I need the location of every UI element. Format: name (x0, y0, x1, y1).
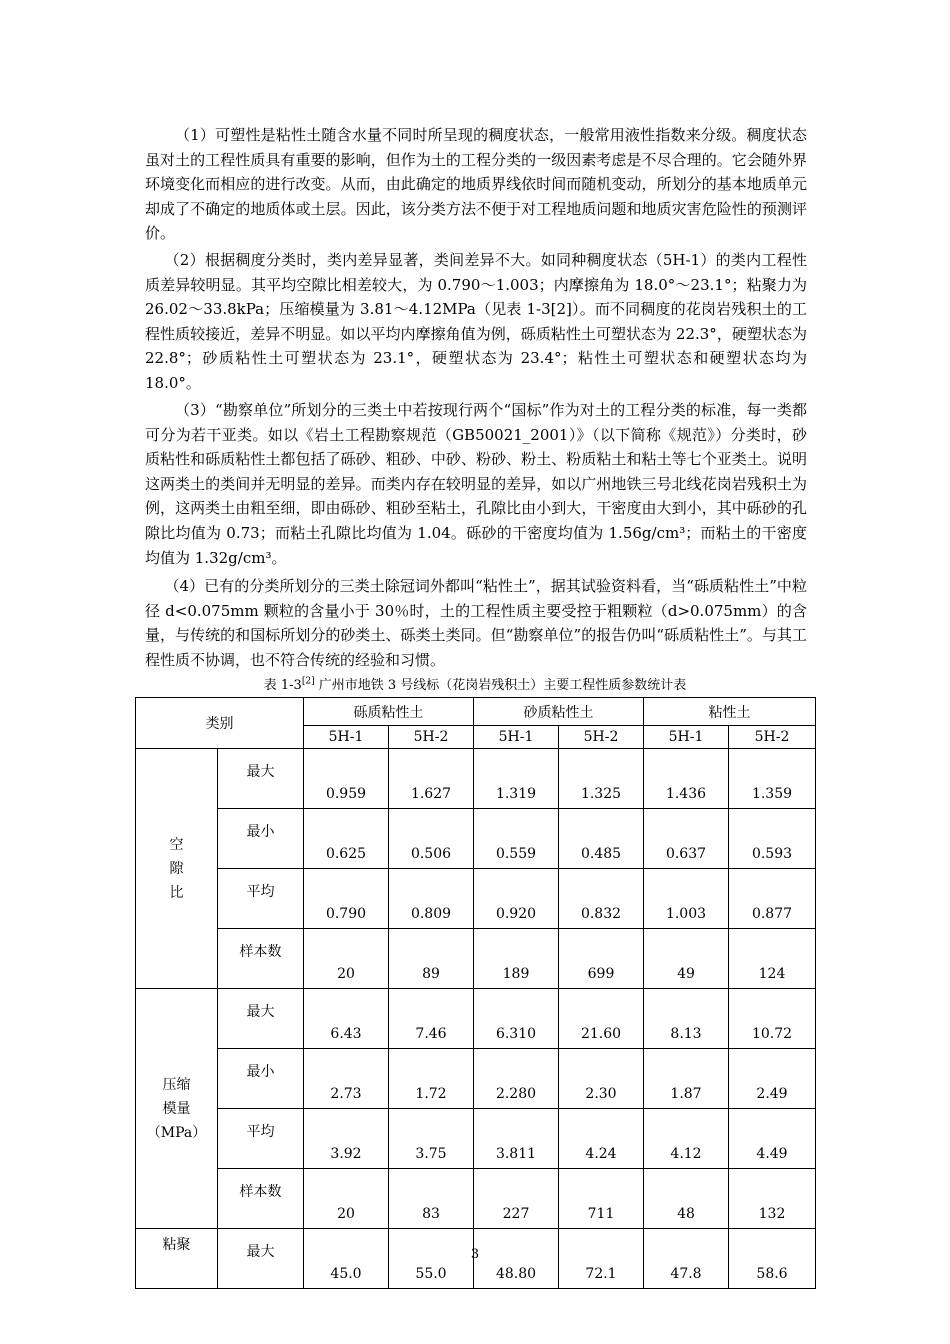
table-cell: 0.959 (304, 749, 389, 809)
table-row (136, 1109, 816, 1169)
paragraph-3: （3）“勘察单位”所划分的三类土中若按现行两个“国标”作为对土的工程分类的标准，每一类都可分为若干亚类。如以《岩土工程勘察规范（GB50021_2001）》（以下简称《规范》）分类时，砂质粘性和砾质粘性土都包括了砾砂、粗砂、中砂、粉砂、粉土、粉质粘土和粘土等七个亚类土。说明这两类土的类间并无明显的差异。而类内存在较明显的差异，如以广州地铁三号北线花岗岩残积土为例，这两类土由粗至细，即由砾砂、粗砂至粘土，孔隙比由小到大，干密度由大到小，其中砾砂的孔隙比均值为 0.73；而粘土孔隙比均值为 1.04。砾砂的干密度均值为 1.56g/cm³；而粘土的干密度均值为 1.32g/cm³。 (145, 401, 807, 567)
table-cell: 0.809 (389, 869, 474, 929)
paragraph-4: （4）已有的分类所划分的三类土除冠词外都叫“粘性土”，据其试验资料看，当“砾质粘性土”中粒径 d<0.075mm 颗粒的含量小于 30％时，土的工程性质主要受控于粗颗粒（d>0.075mm）的含量，与传统的和国标所划分的砂类土、砾类土类同。但“勘察单位”的报告仍叫“砾质粘性土”。与其工程性质不协调，也不符合传统的经验和习惯。 (145, 577, 807, 669)
caption-text: 广州市地铁 3 号线标（花岗岩残积土）主要工程性质参数统计表 (314, 678, 687, 693)
table-cell: 72.1 (559, 1229, 644, 1289)
row-label: 平均 (218, 1109, 304, 1169)
row-label: 样本数 (218, 1169, 304, 1229)
table-cell: 132 (729, 1169, 816, 1229)
row-label: 最大 (218, 1229, 304, 1289)
state-subheader: 5H-1 (474, 726, 559, 749)
table-cell: 7.46 (389, 989, 474, 1049)
table-cell: 0.625 (304, 809, 389, 869)
table-row (136, 749, 816, 809)
row-label: 样本数 (218, 929, 304, 989)
table-row (136, 1169, 816, 1229)
table-cell: 0.790 (304, 869, 389, 929)
table-cell: 4.24 (559, 1109, 644, 1169)
table-cell: 1.325 (559, 749, 644, 809)
table-cell: 4.49 (729, 1109, 816, 1169)
table-cell: 0.832 (559, 869, 644, 929)
table-cell: 711 (559, 1169, 644, 1229)
table-cell: 0.559 (474, 809, 559, 869)
table-cell: 48 (644, 1169, 729, 1229)
table-cell: 124 (729, 929, 816, 989)
table-cell: 58.6 (729, 1229, 816, 1289)
table-cell: 0.877 (729, 869, 816, 929)
group-label: 空 隙 比 (136, 749, 218, 989)
table-row (136, 809, 816, 869)
table-cell: 1.87 (644, 1049, 729, 1109)
table-cell: 2.49 (729, 1049, 816, 1109)
table-header-row (136, 698, 816, 726)
table-cell: 0.506 (389, 809, 474, 869)
table-cell: 48.80 (474, 1229, 559, 1289)
state-subheader: 5H-1 (304, 726, 389, 749)
state-subheader: 5H-2 (389, 726, 474, 749)
statistics-table (135, 697, 816, 1289)
table-cell: 55.0 (389, 1229, 474, 1289)
table-row (136, 989, 816, 1049)
table-cell: 10.72 (729, 989, 816, 1049)
table-row (136, 1049, 816, 1109)
table-cell: 2.73 (304, 1049, 389, 1109)
table-cell: 20 (304, 929, 389, 989)
state-subheader: 5H-2 (729, 726, 816, 749)
table-cell: 1.436 (644, 749, 729, 809)
table-caption (0, 674, 950, 693)
table-cell: 3.75 (389, 1109, 474, 1169)
paragraph-2: （2）根据稠度分类时，类内差异显著，类间差异不大。如同种稠度状态（5H-1）的类内工程性质差异较明显。其平均空隙比相差较大，为 0.790～1.003；内摩擦角为 18.0°～23.1°；粘聚力为 26.02～33.8kPa；压缩模量为 3.81～4.12MPa（见表 1-3[2]）。而不同稠度的花岗岩残积土的工程性质较接近，差异不明显。如以平均内摩擦角值为例，砾质粘性土可塑状态为 22.3°，硬塑状态为 22.8°；砂质粘性土可塑状态为 23.1°，硬塑状态为 23.4°；粘性土可塑状态和硬塑状态均为 18.0°。 (145, 251, 807, 392)
table-cell: 6.43 (304, 989, 389, 1049)
table-cell: 45.0 (304, 1229, 389, 1289)
state-subheader: 5H-2 (559, 726, 644, 749)
table-cell: 3.811 (474, 1109, 559, 1169)
table-cell: 2.280 (474, 1049, 559, 1109)
table-cell: 1.72 (389, 1049, 474, 1109)
table-cell: 227 (474, 1169, 559, 1229)
table-cell: 1.319 (474, 749, 559, 809)
table-cell: 2.30 (559, 1049, 644, 1109)
table-cell: 1.003 (644, 869, 729, 929)
table-cell: 20 (304, 1169, 389, 1229)
row-label: 最小 (218, 1049, 304, 1109)
soil-type-header: 砂质粘性土 (474, 698, 644, 726)
category-header: 类别 (136, 698, 304, 749)
state-subheader: 5H-1 (644, 726, 729, 749)
table-cell: 21.60 (559, 989, 644, 1049)
soil-type-header: 粘性土 (644, 698, 816, 726)
table-cell: 0.920 (474, 869, 559, 929)
row-label: 最小 (218, 809, 304, 869)
table-cell: 83 (389, 1169, 474, 1229)
row-label: 最大 (218, 749, 304, 809)
table-cell: 3.92 (304, 1109, 389, 1169)
table-cell: 0.593 (729, 809, 816, 869)
table-row (136, 869, 816, 929)
table-cell: 4.12 (644, 1109, 729, 1169)
table-cell: 189 (474, 929, 559, 989)
table-cell: 8.13 (644, 989, 729, 1049)
soil-type-header: 砾质粘性土 (304, 698, 474, 726)
table-cell: 89 (389, 929, 474, 989)
table-cell: 47.8 (644, 1229, 729, 1289)
table-cell: 0.637 (644, 809, 729, 869)
table-cell: 49 (644, 929, 729, 989)
row-label: 最大 (218, 989, 304, 1049)
table-cell: 6.310 (474, 989, 559, 1049)
row-label: 平均 (218, 869, 304, 929)
table-cell: 699 (559, 929, 644, 989)
caption-reference: [2] (301, 676, 315, 687)
caption-prefix: 表 1-3 (263, 678, 302, 693)
table-cell: 1.359 (729, 749, 816, 809)
page-number: 3 (470, 1247, 480, 1262)
table-row (136, 929, 816, 989)
group-label: 粘聚 (136, 1229, 218, 1289)
group-label: 压缩 模量 （MPa） (136, 989, 218, 1229)
table-cell: 0.485 (559, 809, 644, 869)
table-cell: 1.627 (389, 749, 474, 809)
paragraph-1: （1）可塑性是粘性土随含水量不同时所呈现的稠度状态，一般常用液性指数来分级。稠度状态虽对土的工程性质具有重要的影响，但作为土的工程分类的一级因素考虑是不尽合理的。它会随外界环境变化而相应的进行改变。从而，由此确定的地质界线依时间而随机变动，所划分的基本地质单元却成了不确定的地质体或土层。因此，该分类方法不便于对工程地质问题和地质灾害危险性的预测评价。 (145, 126, 807, 243)
